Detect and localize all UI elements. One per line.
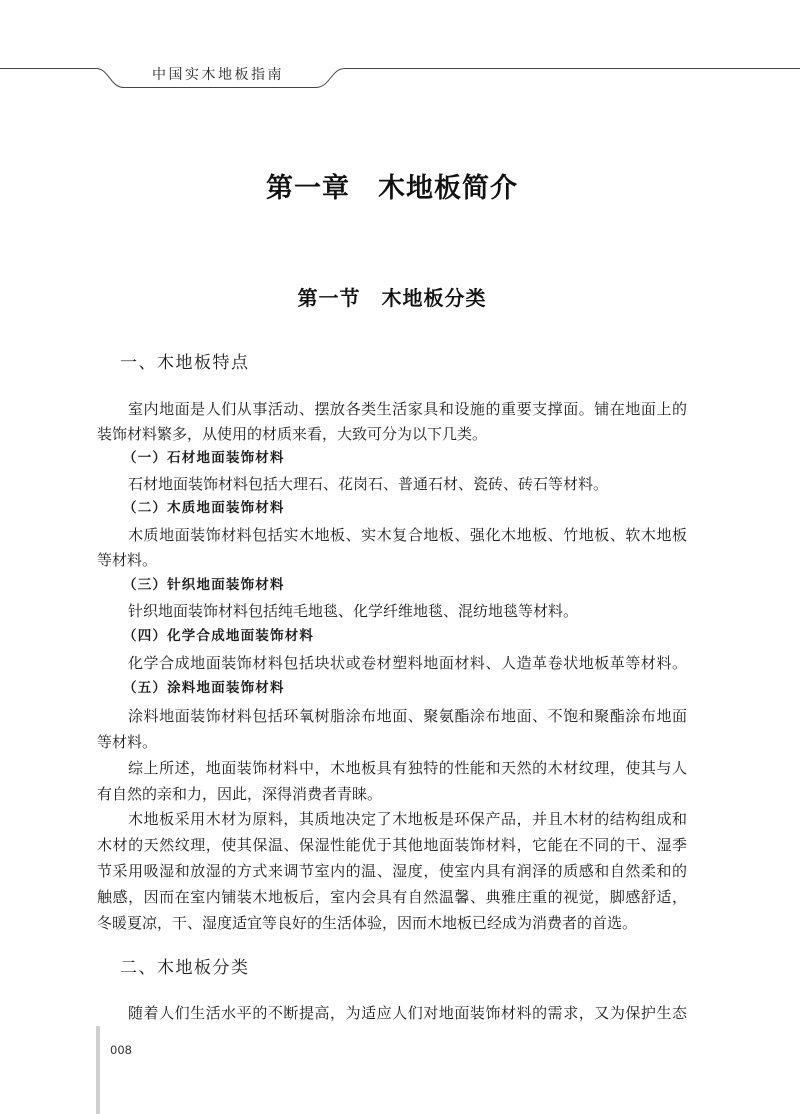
header-rule [0,0,800,100]
running-title: 中国实木地板指南 [152,67,284,83]
paragraph-line: 木材的天然纹理，使其保温、保湿性能优于其他地面装饰材料，它能在不同的干、湿季 [97,836,687,854]
paragraph-line: 触感，因而在室内铺装木地板后，室内会具有自然温馨、典雅庄重的视觉，脚感舒适， [97,888,687,906]
paragraph-line: 节采用吸湿和放湿的方式来调节室内的温、湿度，使室内具有润泽的质感和自然柔和的 [97,862,687,880]
category-title: （四）化学合成地面装饰材料 [123,628,315,644]
paragraph-line: 装饰材料繁多，从使用的材质来看，大致可分为以下几类。 [97,425,488,443]
paragraph-line: 石材地面装饰材料包括大理石、花岗石、普通石材、瓷砖、砖石等材料。 [128,475,609,493]
subheading-features: 一、木地板特点 [120,353,250,373]
paragraph-line: 木地板采用木材为原料，其质地决定了木地板是环保产品，并且木材的结构组成和 [128,810,687,828]
category-title: （二）木质地面装饰材料 [123,500,285,516]
paragraph-line: 室内地面是人们从事活动、摆放各类生活家具和设施的重要支撑面。铺在地面上的 [128,400,687,418]
subheading-classification: 二、木地板分类 [120,958,250,978]
category-title: （一）石材地面装饰材料 [123,450,285,466]
section-title: 第一节 木地板分类 [297,286,487,310]
category-title: （三）针织地面装饰材料 [123,577,285,593]
chapter-title: 第一章 木地板简介 [266,173,518,204]
footer-margin-bar [96,1026,100,1114]
paragraph-line: 针织地面装饰材料包括纯毛地毯、化学纤维地毯、混纺地毯等材料。 [128,602,579,620]
paragraph-line: 综上所述，地面装饰材料中，木地板具有独特的性能和天然的木材纹理，使其与人 [128,759,687,777]
paragraph-line: 化学合成地面装饰材料包括块状或卷材塑料地面材料、人造革卷状地板革等材料。 [128,654,687,672]
paragraph-line: 有自然的亲和力，因此，深得消费者青睐。 [97,785,383,803]
header-tab-line [0,69,800,88]
category-title: （五）涂料地面装饰材料 [123,680,285,696]
paragraph-line: 等材料。 [97,733,158,751]
paragraph-line: 木质地面装饰材料包括实木地板、实木复合地板、强化木地板、竹地板、软木地板 [128,526,687,544]
paragraph-line: 冬暖夏凉，干、湿度适宜等良好的生活体验，因而木地板已经成为消费者的首选。 [97,914,638,932]
paragraph-line: 涂料地面装饰材料包括环氧树脂涂布地面、聚氨酯涂布地面、不饱和聚酯涂布地面 [128,707,687,725]
paragraph-line: 等材料。 [97,551,158,569]
page-number: 008 [110,1043,132,1057]
paragraph-line: 随着人们生活水平的不断提高，为适应人们对地面装饰材料的需求，又为保护生态 [128,1004,687,1022]
